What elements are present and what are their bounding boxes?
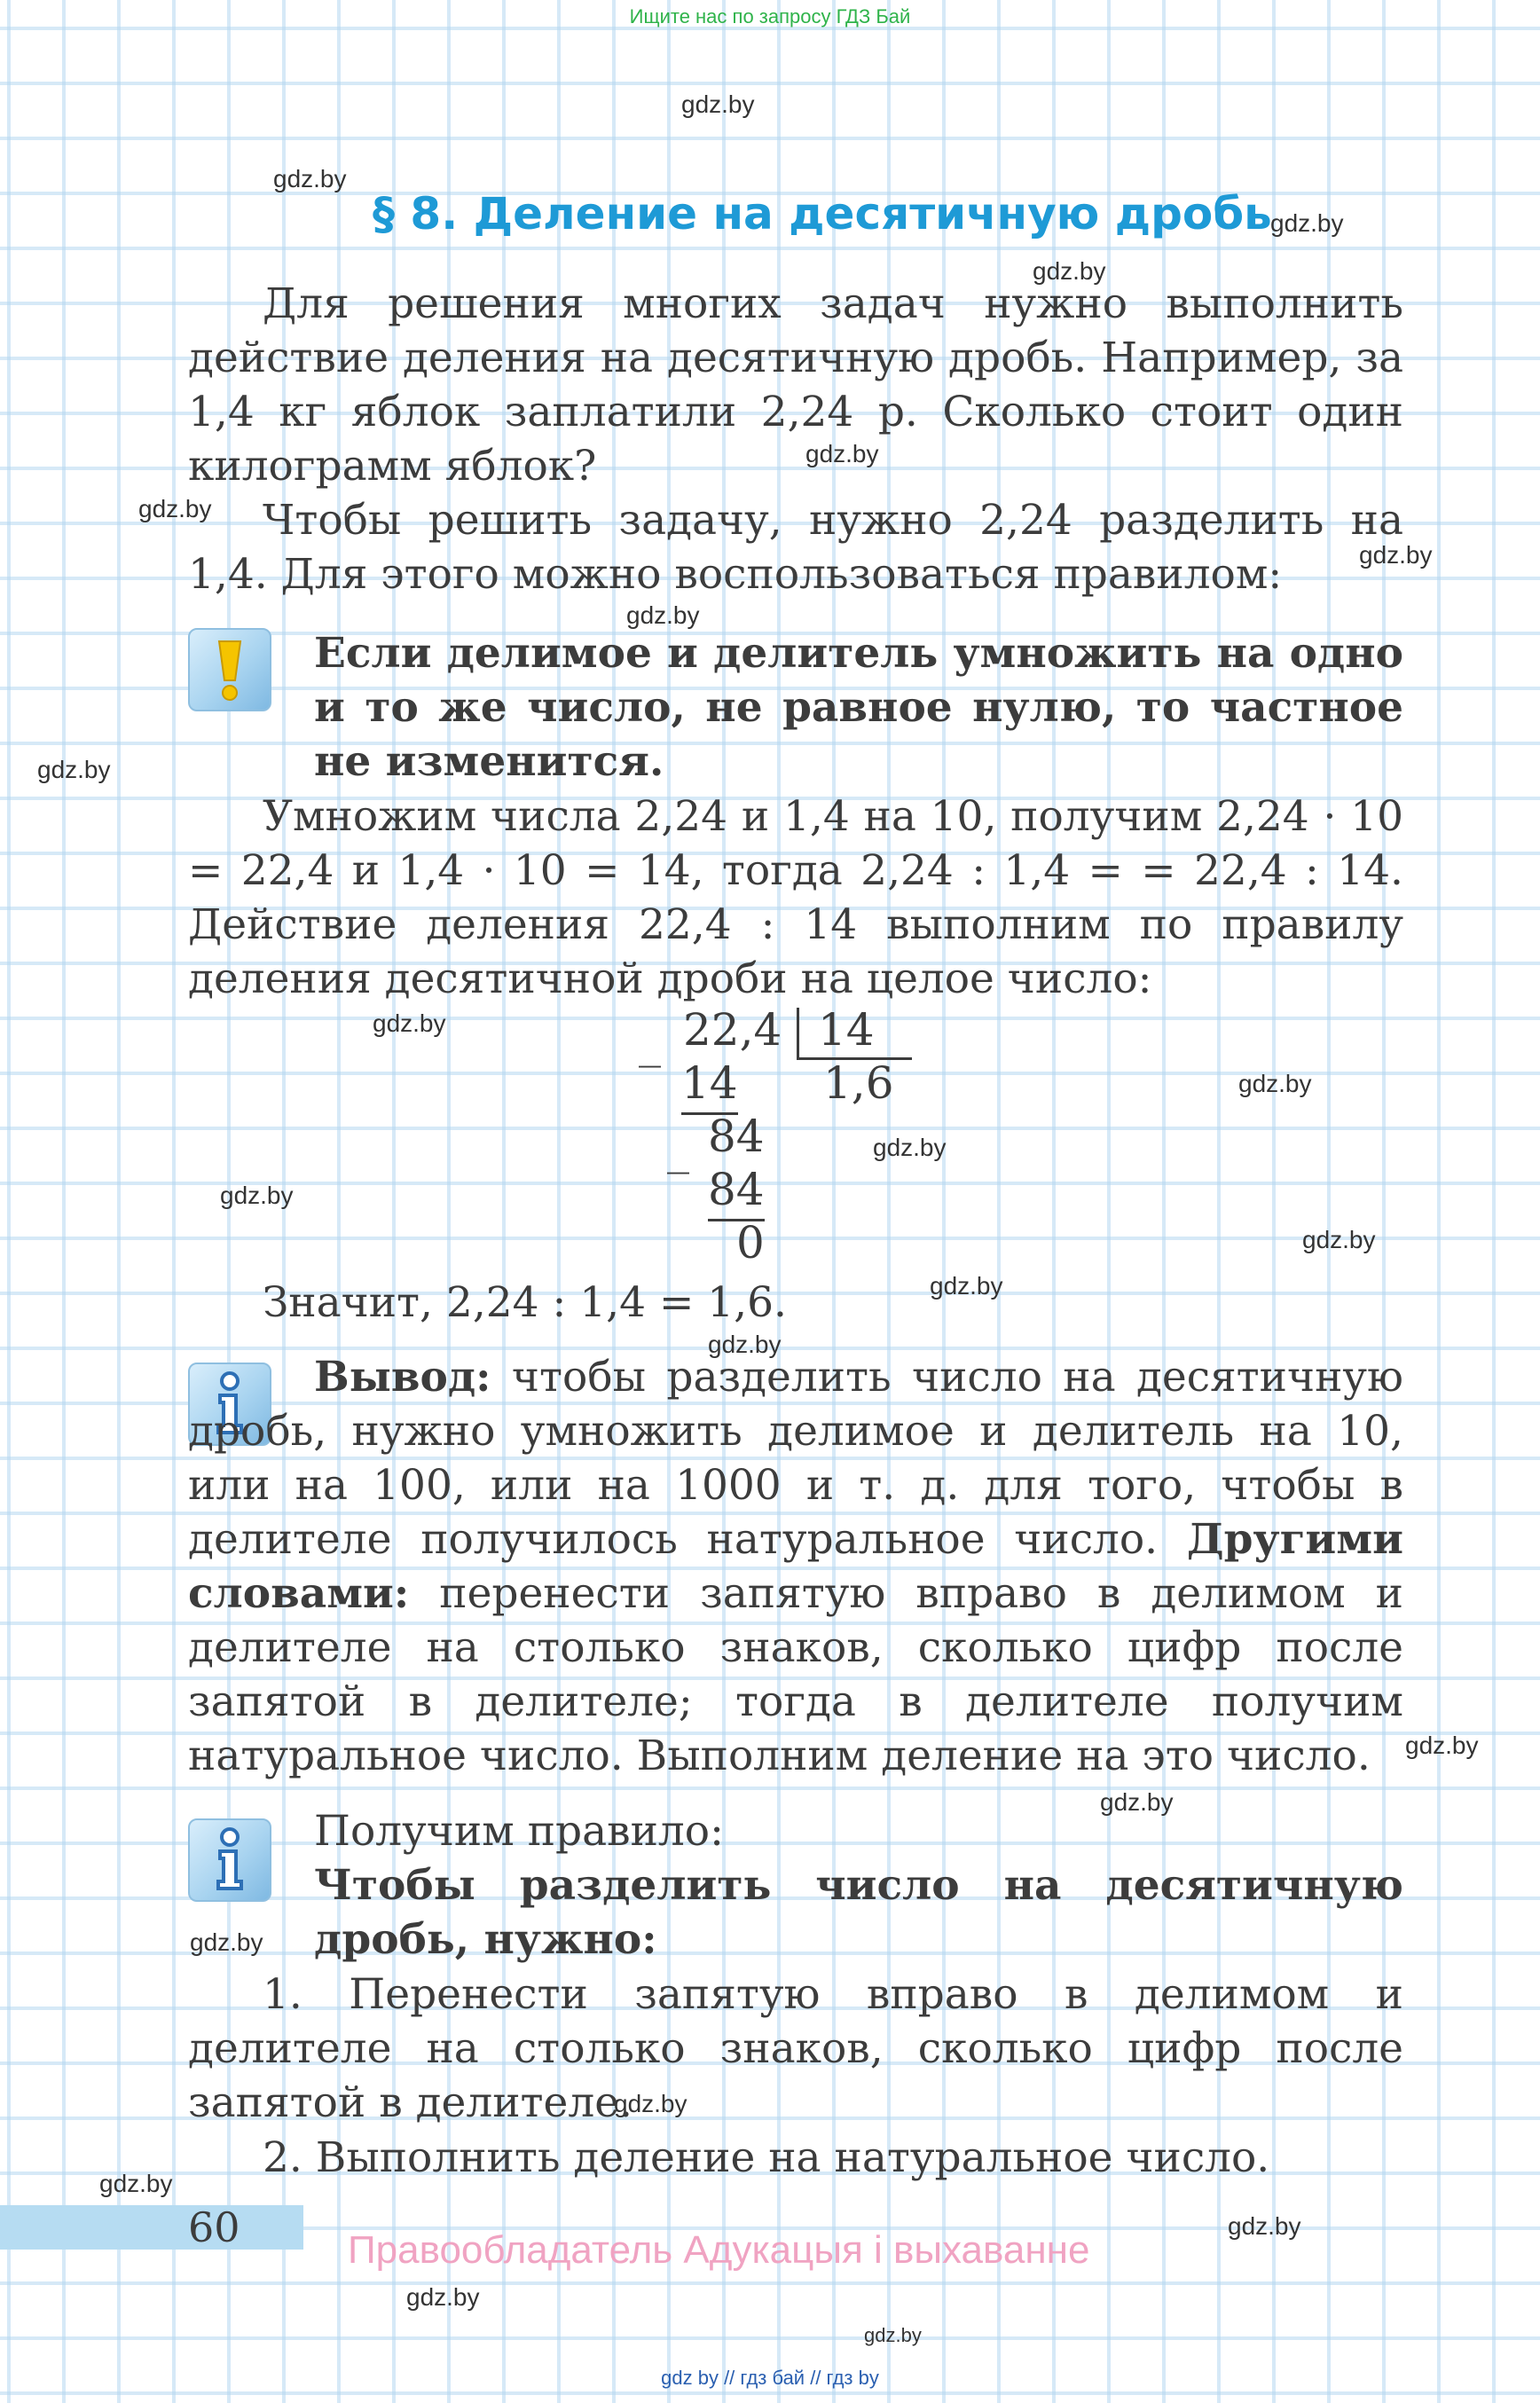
watermark: gdz.by xyxy=(626,601,700,629)
footer-band xyxy=(0,2205,303,2250)
watermark: gdz.by xyxy=(864,2324,922,2346)
copyright-notice: Правообладатель Адукацыя і выхаванне xyxy=(348,2228,1090,2272)
watermark: gdz.by xyxy=(1270,209,1344,237)
rule-statement: Если делимое и делитель умножить на одно и то же число, не равное нулю, то частное не изменится. xyxy=(314,629,1403,786)
watermark: gdz.by xyxy=(873,1134,947,1161)
watermark: gdz.by xyxy=(99,2170,173,2197)
minus-sign: _ xyxy=(667,1123,689,1174)
conclusion-line: Значит, 2,24 : 1,4 = 1,6. xyxy=(263,1278,787,1327)
division-remainder: 0 xyxy=(736,1217,765,1268)
rule-heading: Чтобы разделить число на десятичную дробь, нужно: xyxy=(314,1861,1403,1964)
rule-step-1: 1. Перенести запятую вправо в делимом и делителе на столько знаков, сколько цифр после запятой в делителе. xyxy=(188,1970,1403,2127)
watermark: gdz.by xyxy=(805,440,879,467)
division-quotient: 1,6 xyxy=(823,1057,894,1109)
watermark: gdz.by xyxy=(681,90,755,118)
watermark: gdz.by xyxy=(1033,257,1106,285)
watermark: gdz.by xyxy=(708,1331,782,1358)
division-dividend: 22,4 xyxy=(683,1004,782,1056)
watermark: gdz.by xyxy=(406,2283,480,2311)
division-step: 84 xyxy=(708,1111,765,1162)
watermark: gdz.by xyxy=(273,165,347,192)
watermark: gdz.by xyxy=(1302,1226,1376,1253)
watermark: gdz.by xyxy=(373,1009,446,1037)
watermark: gdz.by xyxy=(1100,1788,1174,1816)
bottom-links[interactable]: gdz by // гдз бай // гдз by xyxy=(661,2367,879,2389)
summary-paragraph: Вывод: чтобы разделить число на десятичную дробь, нужно умножить делимое и делитель на 10, или на 100, или на 1000 и т. д. для того, чтобы в делителе получилось натуральное число. Другими словами: перенести запятую вправо в делимом и делителе на столько знаков, сколько цифр после запятой в делителе; тогда в делителе получим натуральное число. Выполним деление на это число. xyxy=(188,1353,1403,1780)
info-icon xyxy=(188,1818,271,1902)
watermark: gdz.by xyxy=(190,1928,263,1956)
minus-sign: _ xyxy=(639,1017,661,1068)
page-number: 60 xyxy=(188,2203,240,2251)
section-title: § 8. Деление на десятичную дробь xyxy=(373,188,1272,240)
division-divisor: 14 xyxy=(818,1004,875,1056)
rule-intro: Получим правило: xyxy=(314,1807,724,1856)
top-banner[interactable]: Ищите нас по запросу ГДЗ Бай xyxy=(629,5,911,27)
division-step: 84 xyxy=(708,1164,765,1215)
multiply-paragraph: Умножим числа 2,24 и 1,4 на 10, получим 2,24 · 10 = 22,4 и 1,4 · 10 = 14, тогда 2,24 : 1,4 = = 22,4 : 14. Действие деления 22,4 : 14 выполним по правилу деления десятичной дроби на целое число: xyxy=(188,792,1403,1003)
long-division xyxy=(621,1004,976,1270)
watermark: gdz.by xyxy=(1238,1070,1312,1097)
watermark: gdz.by xyxy=(138,495,212,522)
exclamation-icon xyxy=(188,628,271,711)
watermark: gdz.by xyxy=(1405,1732,1479,1759)
watermark: gdz.by xyxy=(614,2090,688,2117)
watermark: gdz.by xyxy=(37,756,111,783)
watermark: gdz.by xyxy=(1359,541,1433,569)
watermark: gdz.by xyxy=(1228,2212,1301,2240)
division-step: 14 xyxy=(681,1057,738,1109)
task-paragraph: Чтобы решить задачу, нужно 2,24 разделить на 1,4. Для этого можно воспользоваться правилом: xyxy=(188,496,1403,599)
rule-step-2: 2. Выполнить деление на натуральное число. xyxy=(263,2133,1270,2182)
watermark: gdz.by xyxy=(930,1272,1003,1300)
intro-paragraph: Для решения многих задач нужно выполнить действие деления на десятичную дробь. Например, за 1,4 кг яблок заплатили 2,24 р. Сколько стоит один килограмм яблок? xyxy=(188,279,1403,491)
watermark: gdz.by xyxy=(220,1182,294,1209)
